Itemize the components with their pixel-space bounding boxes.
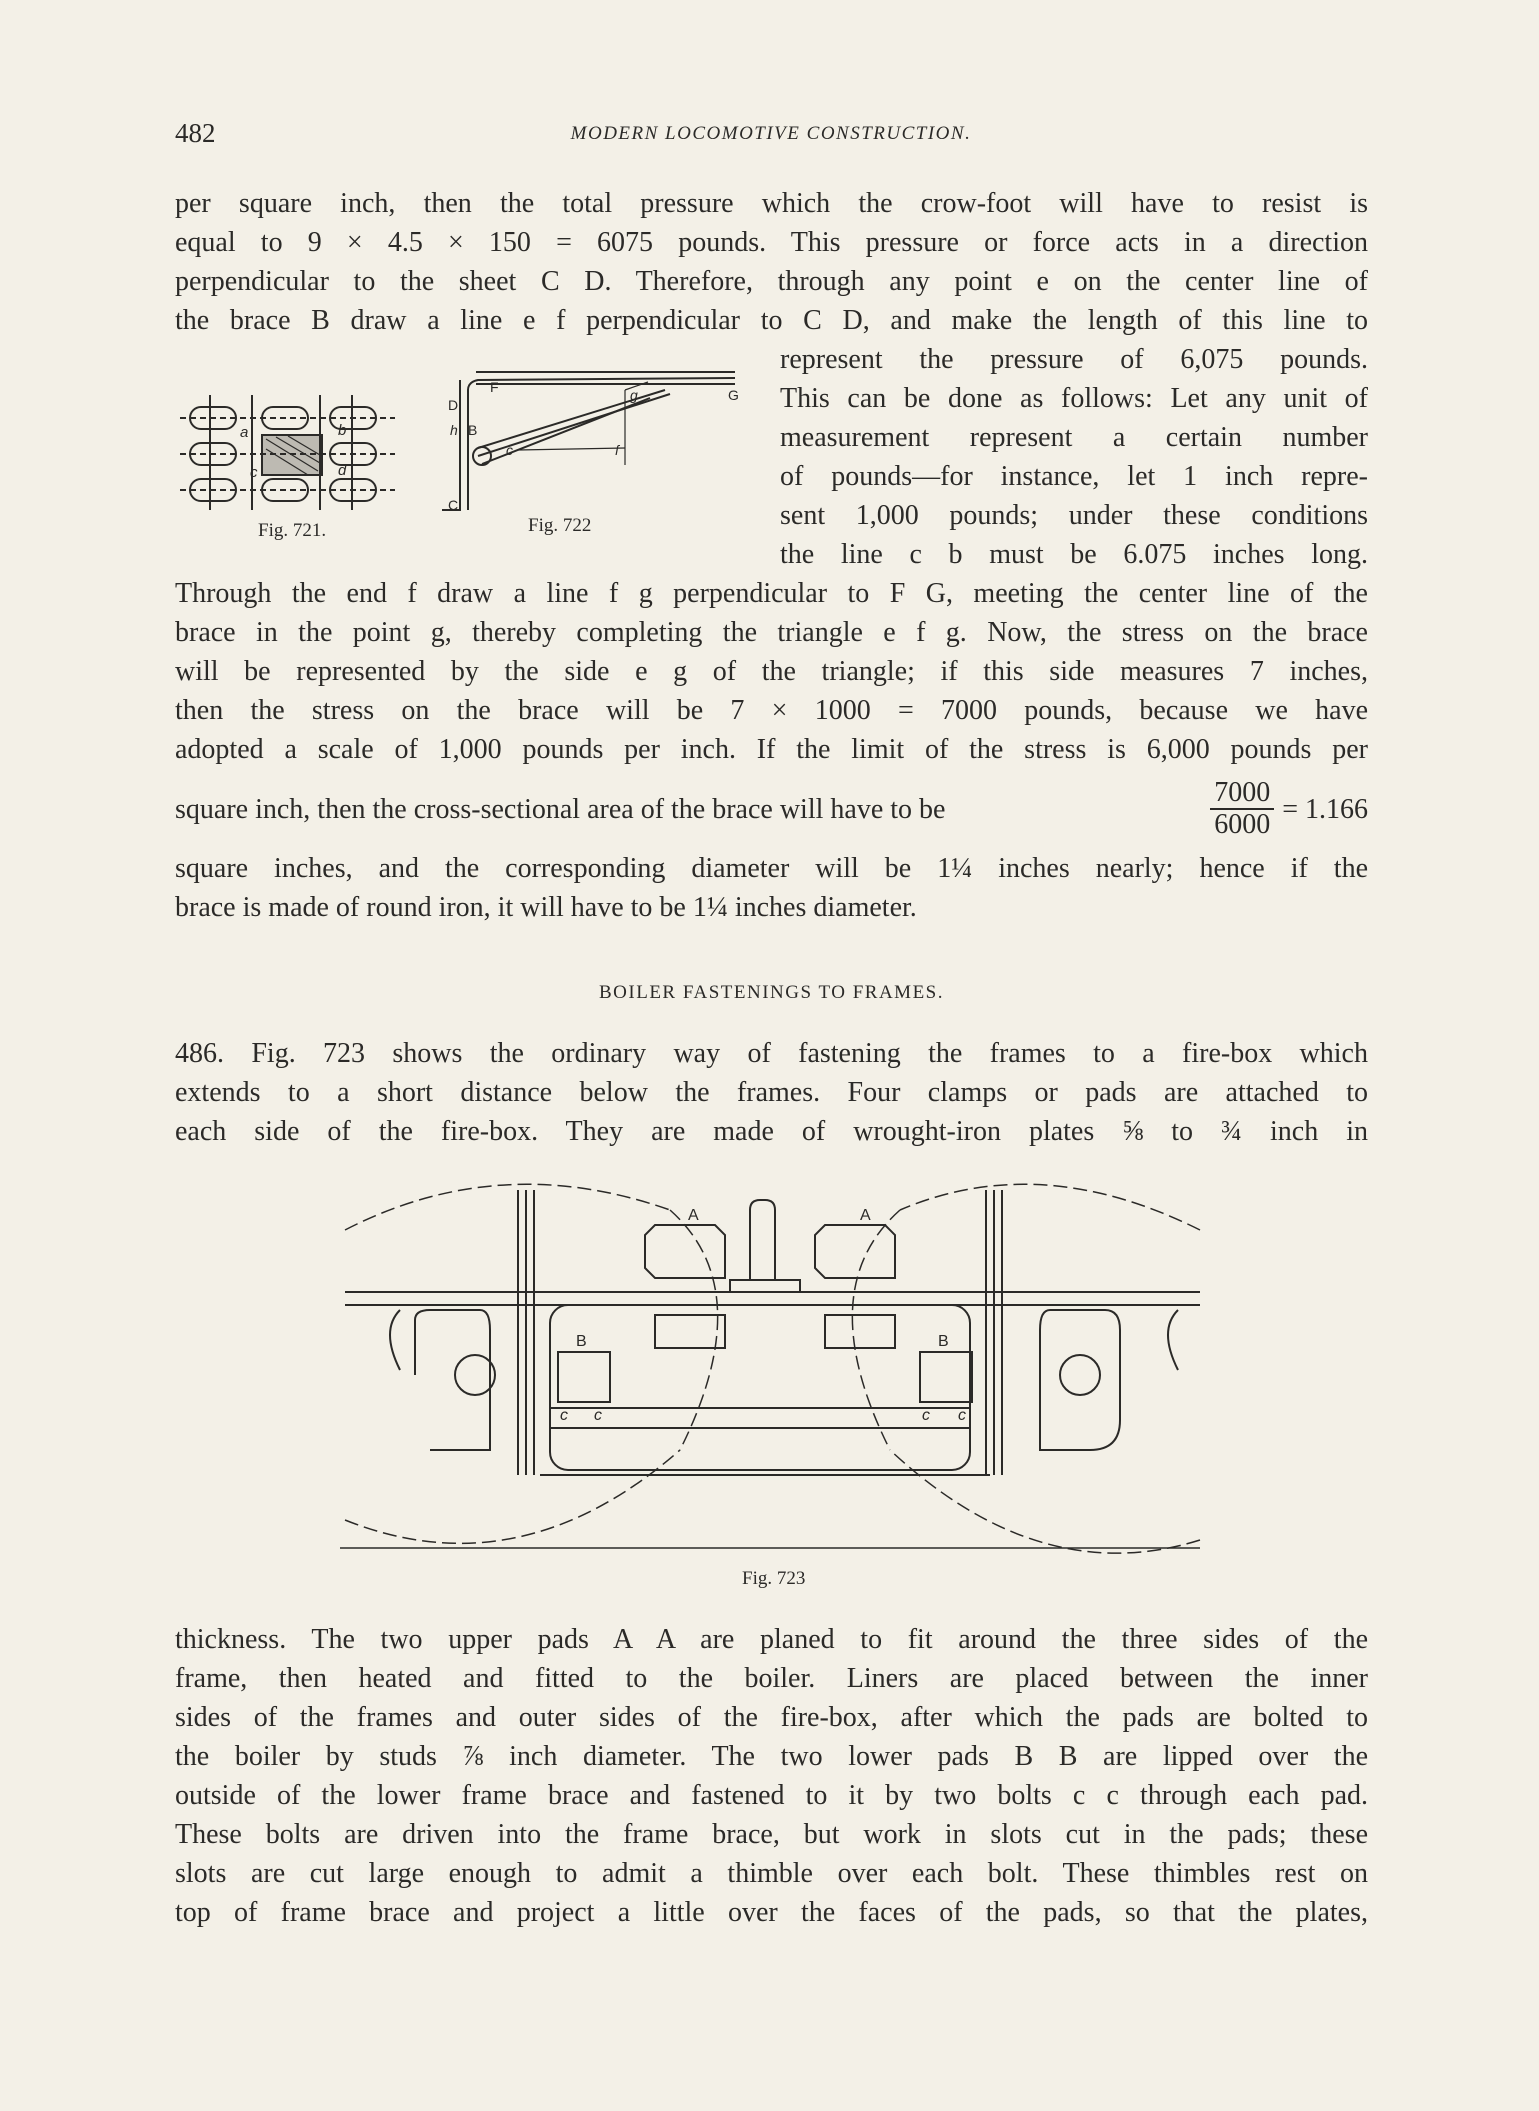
paragraph-pads [175,1620,1368,1932]
fig721-label-a: a [240,424,249,441]
paragraph-stress-triangle [175,574,1368,927]
text-line: square inch, then the cross-sectional area of the brace will have to be [175,793,946,825]
text-line: These bolts are driven into the frame brace, but work in slots cut in the pads; these [175,1819,1368,1850]
firebox-wall-left [518,1190,534,1475]
fig-721-caption: Fig. 721. [258,520,327,541]
fraction-denominator: 6000 [1214,809,1271,840]
row-top [180,407,395,429]
text-line: slots are cut large enough to admit a thimble over each bolt. These thimbles rest on [175,1858,1368,1889]
text-line: outside of the lower frame brace and fastened to it by two bolts c c through each pad. [175,1780,1368,1811]
figure-721-crow-foot-plan [180,385,405,515]
fig722-label-h: h [450,422,458,438]
fig722-label-g: g [630,387,638,403]
equation-result: = 1.166 [1282,793,1368,825]
row-middle [180,435,395,475]
page-header [175,118,1367,158]
fig723-label-A-left: A [688,1207,699,1224]
text-line: each side of the fire-box. They are made of wrought-iron plates ⅝ to ¾ inch in [175,1116,1368,1147]
fig722-label-C: C [448,497,459,513]
figure-723-boiler-fastenings [340,1170,1210,1580]
text-line: perpendicular to the sheet C D. Therefore, through any point e on the center line of [175,266,1368,297]
text-line: brace is made of round iron, it will have to be 1¼ inches diameter. [175,892,917,923]
text-line: frame, then heated and fitted to the boiler. Liners are placed between the inner [175,1663,1368,1694]
section-title: BOILER FASTENINGS TO FRAMES. [599,982,944,1003]
fig723-label-c: c [958,1407,966,1424]
row-bottom [180,479,395,501]
text-line: extends to a short distance below the frames. Four clamps or pads are attached to [175,1077,1368,1108]
text-line: adopted a scale of 1,000 pounds per inch. If the limit of the stress is 6,000 pounds per [175,734,1368,765]
fraction [1210,778,1274,840]
fig721-label-d: d [338,462,347,479]
fig722-label-f: f [615,442,619,458]
text-line: square inches, and the corresponding diameter will be 1¼ inches nearly; hence if the [175,853,1368,884]
text-line: the brace B draw a line e f perpendicular to C D, and make the length of this line to [175,305,1368,336]
fig-723-caption: Fig. 723 [742,1568,806,1589]
paragraph-wrap-right [780,340,1368,574]
fig723-label-c: c [594,1407,602,1424]
firebox-wall-right [986,1190,1002,1475]
text-line: thickness. The two upper pads A A are planed to fit around the three sides of the [175,1624,1368,1655]
equation-line [175,769,1368,849]
text-line: the boiler by studs ⅞ inch diameter. The two lower pads B B are lipped over the [175,1741,1368,1772]
text-line: then the stress on the brace will be 7 × 1000 = 7000 pounds, because we have [175,695,1368,726]
fig722-label-F: F [490,379,499,395]
fig723-labels [560,1207,966,1424]
text-line: sides of the frames and outer sides of the fire-box, after which the pads are bolted to [175,1702,1368,1733]
running-title: MODERN LOCOMOTIVE CONSTRUCTION. [570,123,972,144]
text-line: will be represented by the side e g of the triangle; if this side measures 7 inches, [175,656,1368,687]
text-line: brace in the point g, thereby completing the triangle e f g. Now, the stress on the brace [175,617,1368,648]
text-line: measurement represent a certain number [780,422,1368,453]
text-line: represent the pressure of 6,075 pounds. [780,344,1368,375]
fig723-label-B-left: B [576,1333,587,1350]
text-line: the line c b must be 6.075 inches long. [780,539,1368,570]
text-line: top of frame brace and project a little over the faces of the pads, so that the plates, [175,1897,1368,1928]
fig-722-caption: Fig. 722 [528,515,592,536]
paragraph-crow-foot-pressure [175,184,1368,340]
fig723-label-c: c [922,1407,930,1424]
text-line: Through the end f draw a line f g perpendicular to F G, meeting the center line of the [175,578,1368,609]
fig722-label-G: G [728,387,739,403]
fig723-label-B-right: B [938,1333,949,1350]
fig723-label-c: c [560,1407,568,1424]
page-number: 482 [175,118,216,148]
fig722-label-B: B [468,422,478,438]
fig722-label-c: c [506,442,513,458]
fig723-label-A-right: A [860,1207,871,1224]
figure-722-brace-diagram [420,360,750,530]
fraction-numerator: 7000 [1210,778,1274,810]
text-line: This can be done as follows: Let any unit of [780,383,1368,414]
fig722-label-D: D [448,397,459,413]
text-line: equal to 9 × 4.5 × 150 = 6075 pounds. This pressure or force acts in a direction [175,227,1368,258]
fig721-label-b: b [338,422,347,439]
paragraph-486 [175,1034,1368,1151]
text-line: sent 1,000 pounds; under these conditions [780,500,1368,531]
text-line: of pounds—for instance, let 1 inch repre- [780,461,1368,492]
fig721-label-c: c [250,464,258,481]
text-line: 486. Fig. 723 shows the ordinary way of fastening the frames to a fire-box which [175,1038,1368,1069]
text-line: per square inch, then the total pressure which the crow-foot will have to resist is [175,188,1368,219]
